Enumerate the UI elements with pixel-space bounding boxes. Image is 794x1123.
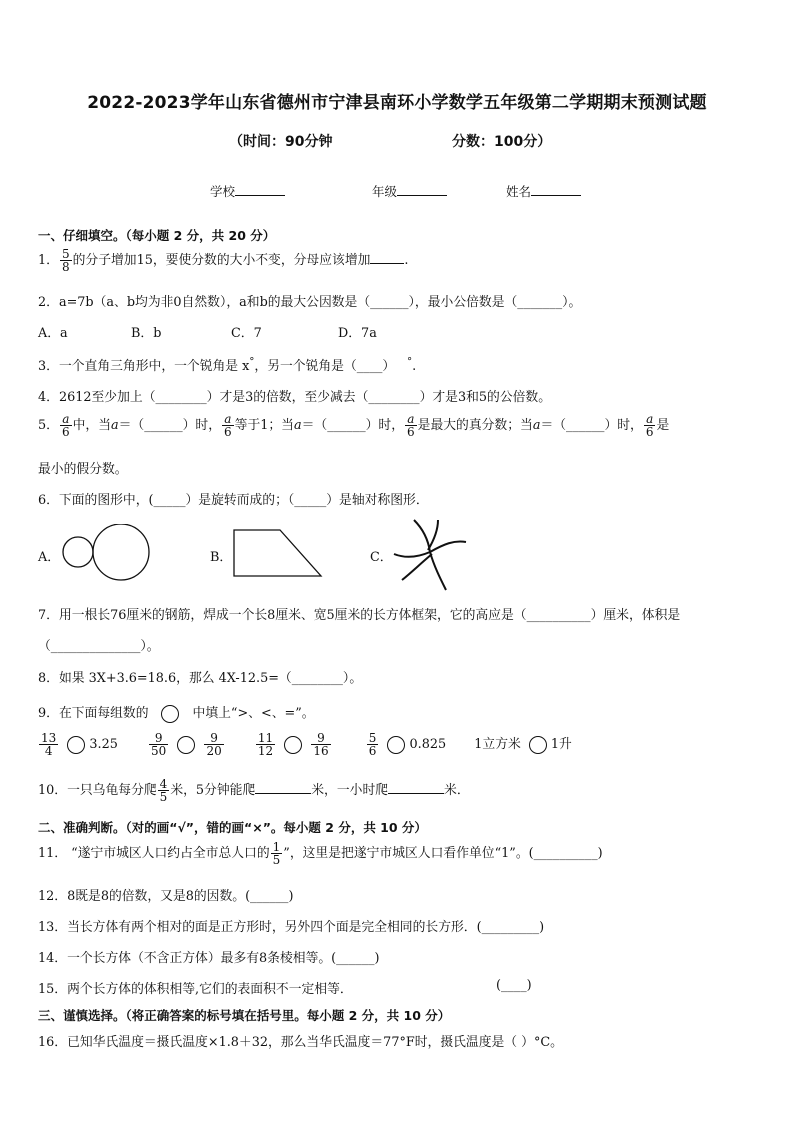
time-label: （时间：90分钟 bbox=[229, 134, 333, 150]
compare-circle[interactable] bbox=[387, 736, 405, 754]
option-d[interactable]: D．7a bbox=[338, 326, 377, 341]
question-15: 15．两个长方体的体积相等,它们的表面积不一定相等． bbox=[38, 982, 353, 997]
answer-blank[interactable] bbox=[370, 251, 404, 264]
question-1: 1． $\frac{5}{8}$ 的分子增加15，要使分数的大小不变，分母应该增加 . bbox=[38, 247, 409, 274]
answer-blank[interactable] bbox=[388, 781, 444, 794]
grade-label: 年级 bbox=[372, 184, 398, 199]
answer-blank[interactable] bbox=[255, 781, 311, 794]
compare-circle[interactable] bbox=[67, 736, 85, 754]
option-a[interactable]: A．a bbox=[38, 326, 68, 341]
school-field bbox=[210, 182, 285, 200]
grade-field bbox=[372, 182, 447, 200]
trapezoid-figure bbox=[230, 526, 330, 582]
compare-circle[interactable] bbox=[284, 736, 302, 754]
two-circles-figure bbox=[58, 524, 168, 584]
name-label: 姓名 bbox=[506, 184, 532, 199]
question-7-line2: （______________）。 bbox=[38, 639, 160, 654]
question-5: 5． $\frac{a}{6}$ 中，当a＝（______）时， $\frac{a}{6}$ 等于1；当a＝（______）时， $\frac{a}{6}$ 是最大的真分数；当a＝（______）时， $\frac{a}{6}$ 是 bbox=[38, 412, 670, 439]
compare-circle[interactable] bbox=[529, 736, 547, 754]
question-7: 7．用一根长76厘米的钢筋，焊成一个长8厘米、宽5厘米的长方体框架，它的高应是（__________）厘米，体积是 bbox=[38, 608, 681, 623]
section-heading-3: 三、谨慎选择。（将正确答案的标号填在括号里。每小题 2 分，共 10 分） bbox=[38, 1008, 451, 1023]
fraction: $\frac{5}{8}$ bbox=[61, 247, 70, 274]
school-label: 学校 bbox=[210, 184, 236, 199]
compare-circle bbox=[161, 705, 179, 723]
pinwheel-figure bbox=[388, 514, 474, 596]
option-a[interactable]: A． bbox=[38, 550, 61, 565]
comparison-row: $\frac{13}{4}$ 3.25 $\frac{9}{50}$ $\frac{9}{20}$ $\frac{11}{12}$ $\frac{9}{16}$ $\frac{5}{6}$ 0.825 1立方米 1升 bbox=[41, 731, 572, 758]
question-11: 11． “遂宁市城区人口约占全市总人口的 $\frac{1}{5}$ ”，这里是把遂宁市城区人口看作单位“1”。(__________) bbox=[38, 840, 603, 867]
school-blank[interactable] bbox=[235, 183, 285, 196]
question-5-line2: 最小的假分数。 bbox=[38, 462, 128, 477]
name-field bbox=[506, 182, 581, 200]
question-3: 3．一个直角三角形中，一个锐角是 x°，另一个锐角是（____） °. bbox=[38, 356, 417, 374]
question-2: 2．a=7b（a、b均为非0自然数），a和b的最大公因数是（______），最小公倍数是（_______）。 bbox=[38, 295, 582, 310]
question-16: 16．已知华氏温度＝摄氏温度×1.8＋32，那么当华氏温度＝77°F时，摄氏温度是（ ）°C。 bbox=[38, 1035, 563, 1050]
option-c[interactable]: C．7 bbox=[231, 326, 262, 341]
section-heading-2: 二、准确判断。（对的画“√”，错的画“×”。每小题 2 分，共 10 分） bbox=[38, 820, 427, 835]
name-blank[interactable] bbox=[531, 183, 581, 196]
question-13: 13．当长方体有两个相对的面是正方形时，另外四个面是完全相同的长方形．(_________) bbox=[38, 920, 545, 935]
question-8: 8．如果 3X+3.6=18.6，那么 4X-12.5=（________）。 bbox=[38, 671, 363, 686]
grade-blank[interactable] bbox=[397, 183, 447, 196]
option-c[interactable]: C． bbox=[370, 550, 393, 565]
question-12: 12．8既是8的倍数，又是8的因数。(______) bbox=[38, 889, 294, 904]
option-b[interactable]: B．b bbox=[131, 326, 162, 341]
question-9: 9．在下面每组数的 中填上“>、<、=”。 bbox=[38, 706, 315, 721]
answer-blank[interactable]: (____) bbox=[496, 978, 532, 993]
option-b[interactable]: B． bbox=[210, 550, 233, 565]
question-4: 4．2612至少加上（________）才是3的倍数，至少减去（________）才是3和5的公倍数。 bbox=[38, 390, 552, 405]
page-title: 2022-2023学年山东省德州市宁津县南环小学数学五年级第二学期期末预测试题 bbox=[87, 93, 707, 113]
question-6: 6．下面的图形中，(_____）是旋转而成的；（_____）是轴对称图形． bbox=[38, 493, 429, 508]
compare-circle[interactable] bbox=[177, 736, 195, 754]
question-14: 14．一个长方体（不含正方体）最多有8条棱相等。(______) bbox=[38, 951, 380, 966]
section-heading-1: 一、仔细填空。（每小题 2 分，共 20 分） bbox=[38, 228, 276, 243]
question-10: 10．一只乌龟每分爬 $\frac{4}{5}$ 米，5分钟能爬 米，一小时爬 米． bbox=[38, 777, 470, 804]
score-label: 分数：100分） bbox=[452, 134, 552, 150]
